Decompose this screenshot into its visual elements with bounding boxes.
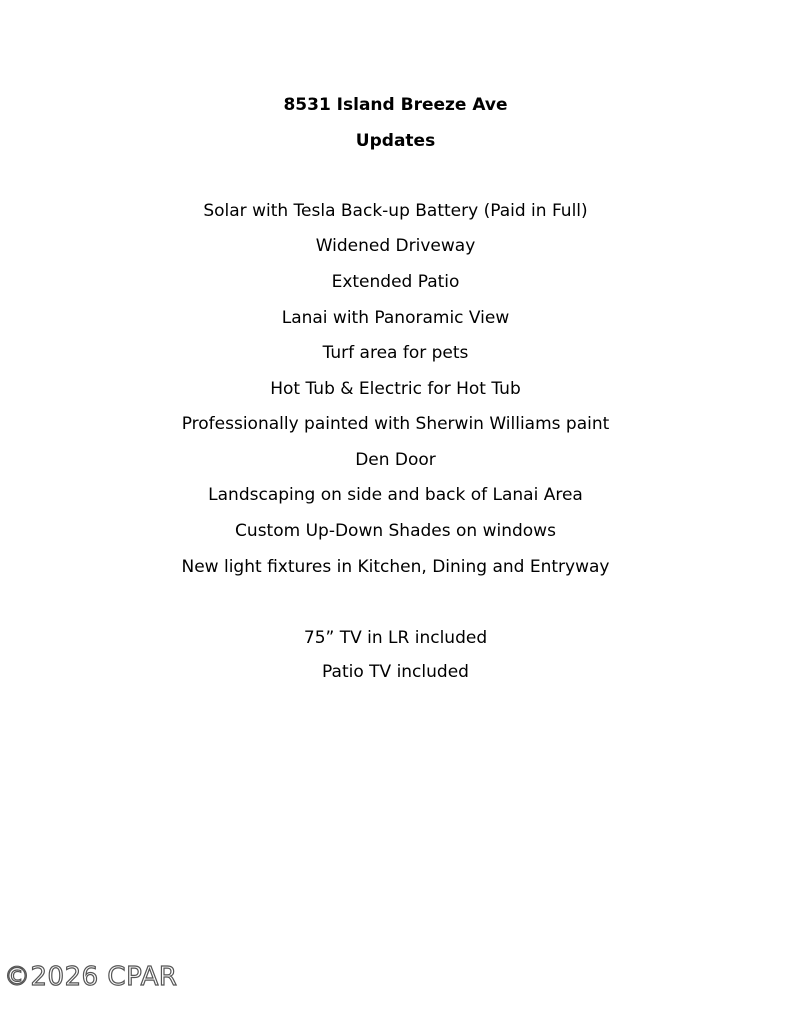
property-address: 8531 Island Breeze Ave bbox=[283, 95, 508, 115]
update-item-hot-tub: Hot Tub & Electric for Hot Tub bbox=[270, 379, 521, 399]
updates-heading: Updates bbox=[355, 131, 436, 151]
update-item-driveway: Widened Driveway bbox=[315, 236, 476, 256]
update-item-patio: Extended Patio bbox=[331, 272, 460, 292]
inclusion-item-lr-tv: 75” TV in LR included bbox=[303, 628, 488, 648]
update-item-lanai: Lanai with Panoramic View bbox=[281, 308, 510, 328]
update-item-solar: Solar with Tesla Back-up Battery (Paid in Full) bbox=[203, 201, 588, 221]
update-item-landscaping: Landscaping on side and back of Lanai Area bbox=[208, 485, 583, 505]
update-item-paint: Professionally painted with Sherwin Williams paint bbox=[181, 414, 610, 434]
update-item-shades: Custom Up-Down Shades on windows bbox=[235, 521, 556, 541]
update-item-light-fixtures: New light fixtures in Kitchen, Dining and Entryway bbox=[181, 557, 610, 577]
update-item-den-door: Den Door bbox=[355, 450, 436, 470]
inclusion-item-patio-tv: Patio TV included bbox=[322, 662, 469, 682]
update-item-turf: Turf area for pets bbox=[322, 343, 469, 363]
copyright-watermark: ©2026 CPAR bbox=[4, 962, 178, 992]
